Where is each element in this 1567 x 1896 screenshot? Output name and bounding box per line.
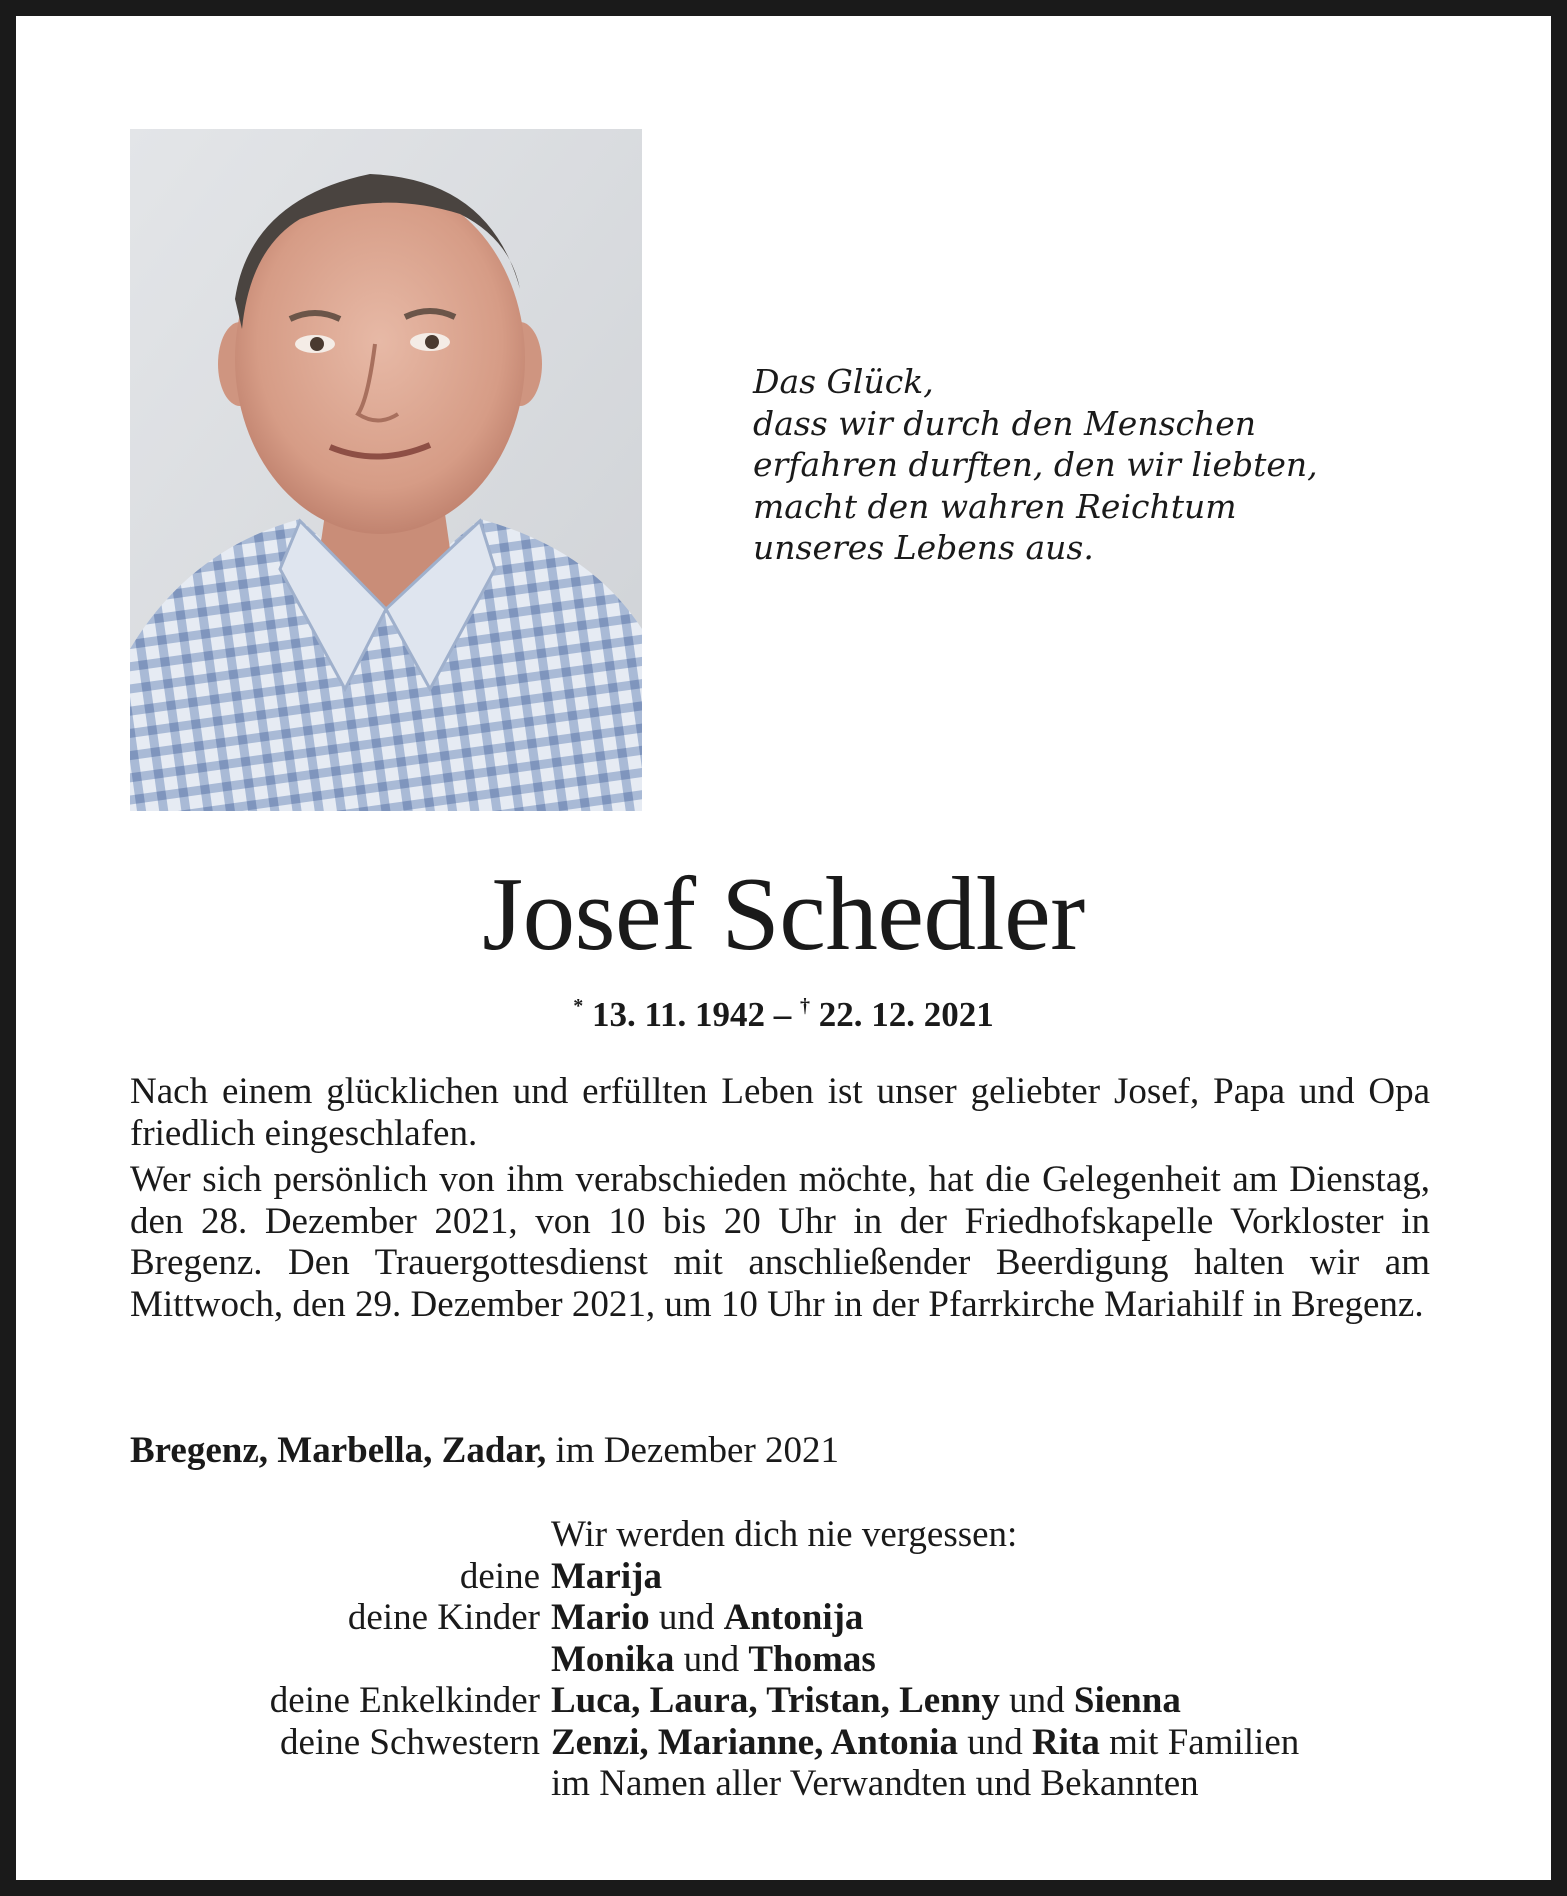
family-row-grandchildren bbox=[130, 1680, 1450, 1722]
child-name: Monika bbox=[551, 1638, 675, 1680]
paragraph-funeral-details: Wer sich persönlich von ihm verabschieden möchte, hat die Gelegenheit am Dienstag, den 28. Dezember 2021, von 10 bis 20 Uhr in der Friedhofskapelle Vorkloster in Bregenz. Den Trauergottesdienst mit anschließender Beerdigung halten wir am Mittwoch, den 29. Dezember 2021, um 10 Uhr in der Pfarrkirche Mariahilf in Bregenz. bbox=[130, 1159, 1430, 1325]
child-name: Thomas bbox=[748, 1638, 876, 1680]
life-dates bbox=[16, 984, 1551, 1037]
sisters-label: deine Schwestern bbox=[280, 1721, 540, 1763]
quote-line: Das Glück, bbox=[753, 362, 934, 401]
birth-date: 13. 11. 1942 bbox=[591, 995, 766, 1034]
conjunction: und bbox=[958, 1721, 1033, 1763]
wife-name: Marija bbox=[551, 1555, 662, 1597]
child-name: Antonija bbox=[723, 1597, 864, 1638]
family-closing: im Namen aller Verwandten und Bekannten bbox=[551, 1763, 1199, 1804]
death-symbol: † bbox=[800, 995, 811, 1017]
quote-line: erfahren durften, den wir liebten, bbox=[753, 445, 1318, 484]
sisters-names: Zenzi, Marianne, Antonia bbox=[551, 1721, 959, 1763]
child-name: Mario bbox=[551, 1597, 650, 1638]
conjunction: und bbox=[674, 1638, 749, 1680]
wife-label: deine bbox=[459, 1555, 540, 1597]
family-row-sisters bbox=[130, 1722, 1450, 1764]
family-row-children-2 bbox=[130, 1639, 1450, 1681]
date-dash: – bbox=[773, 995, 792, 1034]
sister-name: Rita bbox=[1032, 1721, 1100, 1763]
family-row-children bbox=[130, 1597, 1450, 1639]
conjunction: und bbox=[649, 1597, 724, 1638]
deceased-name: Josef Schedler bbox=[482, 855, 1085, 972]
portrait-photo bbox=[130, 129, 642, 811]
paragraph-passing: Nach einem glücklichen und erfüllten Leben ist unser geliebter Josef, Papa und Opa friedlich eingeschlafen. bbox=[130, 1071, 1430, 1154]
birth-symbol: * bbox=[573, 995, 584, 1017]
places: Bregenz, Marbella, Zadar, bbox=[130, 1430, 547, 1471]
conjunction: und bbox=[999, 1680, 1074, 1721]
obituary-page bbox=[16, 16, 1551, 1880]
sisters-suffix: mit Familien bbox=[1099, 1721, 1300, 1763]
family-intro-row bbox=[130, 1514, 1450, 1556]
children-label: deine Kinder bbox=[347, 1597, 540, 1638]
quote-line: unseres Lebens aus. bbox=[753, 528, 1094, 567]
family-intro: Wir werden dich nie vergessen: bbox=[551, 1514, 1018, 1555]
memorial-quote bbox=[753, 361, 1353, 569]
date-line: im Dezember 2021 bbox=[546, 1430, 840, 1471]
grandchild-name: Sienna bbox=[1073, 1680, 1181, 1721]
family-signature bbox=[130, 1514, 1450, 1805]
obituary-text bbox=[130, 1071, 1430, 1331]
grandchildren-names: Luca, Laura, Tristan, Lenny bbox=[551, 1680, 1000, 1721]
death-date: 22. 12. 2021 bbox=[818, 995, 994, 1034]
quote-line: dass wir durch den Menschen bbox=[753, 403, 1257, 443]
family-row-closing bbox=[130, 1763, 1450, 1805]
family-row-wife bbox=[130, 1556, 1450, 1598]
place-date bbox=[130, 1429, 839, 1473]
quote-line: macht den wahren Reichtum bbox=[753, 486, 1237, 526]
grandchildren-label: deine Enkelkinder bbox=[269, 1680, 540, 1721]
